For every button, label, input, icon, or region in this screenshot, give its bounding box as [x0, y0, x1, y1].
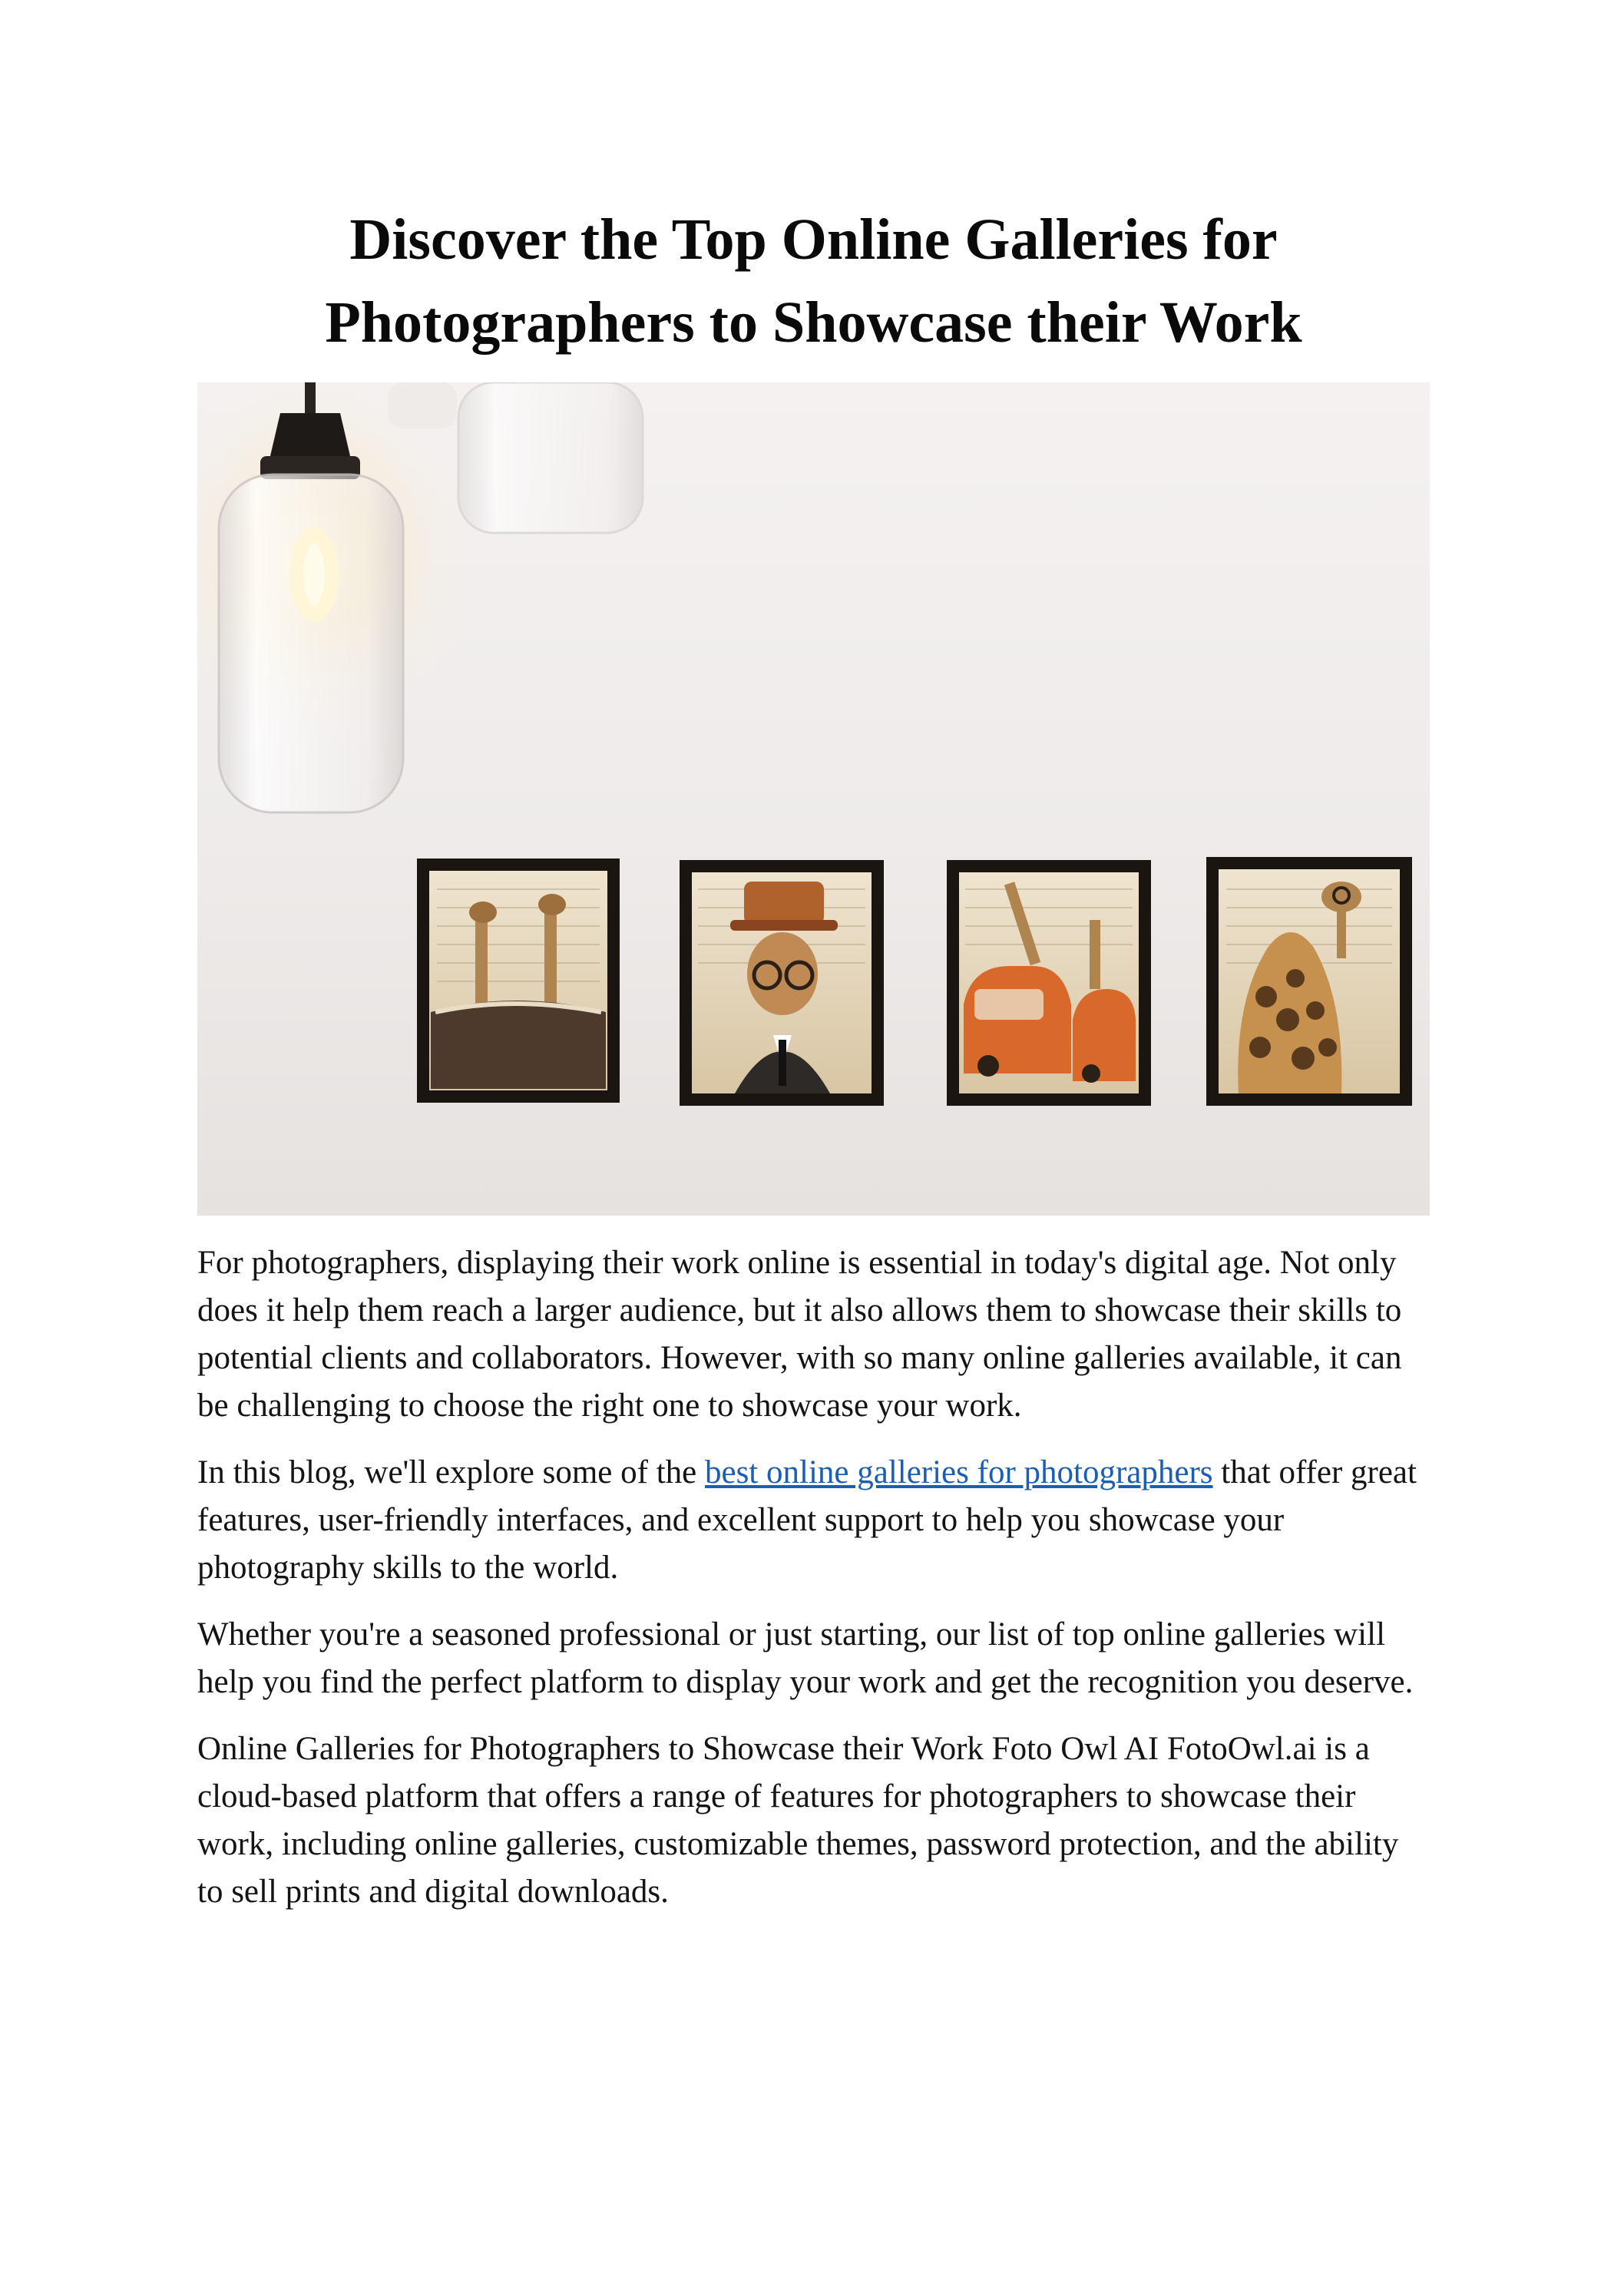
intro-paragraph: For photographers, displaying their work online is essential in today's digital age. Not only does it help them reach a larger audience, but it also allows them to showcase their skills to potential clients and collaborators. However, with so many online galleries available, it can be challenging to choose the right one to showcase your work. — [197, 1245, 1402, 1424]
page-title: Discover the Top Online Galleries for Photographers to Showcase their Work — [325, 207, 1302, 355]
framed-print-icon — [680, 860, 884, 1106]
blog-overview-paragraph — [197, 1449, 1430, 1592]
article-body — [197, 1239, 1430, 1935]
framed-print-icon — [947, 860, 1151, 1106]
fotoowl-paragraph: Online Galleries for Photographers to Showcase their Work Foto Owl AI FotoOwl.ai is a cloud-based platform that offers a range of features for photographers to showcase their work, including online galleries, customizable themes, password protection, and the ability to sell prints and digital downloads. — [197, 1731, 1399, 1910]
pendant-lamp-icon — [197, 382, 474, 812]
overview-text-start: In this blog, we'll explore some of the — [197, 1454, 705, 1490]
best-galleries-link[interactable]: best online galleries for photographers — [704, 1454, 1213, 1490]
overview-text-end: that offer great features, user-friendly interfaces, and excellent support to help you showcase your photography skills to the world. — [197, 1454, 1417, 1586]
hero-image — [197, 382, 1430, 1216]
audience-paragraph: Whether you're a seasoned professional or just starting, our list of top online galleries will help you find the perfect platform to display your work and get the recognition you deserve. — [197, 1616, 1414, 1700]
framed-print-icon — [1206, 857, 1412, 1106]
framed-print-icon — [417, 859, 620, 1103]
